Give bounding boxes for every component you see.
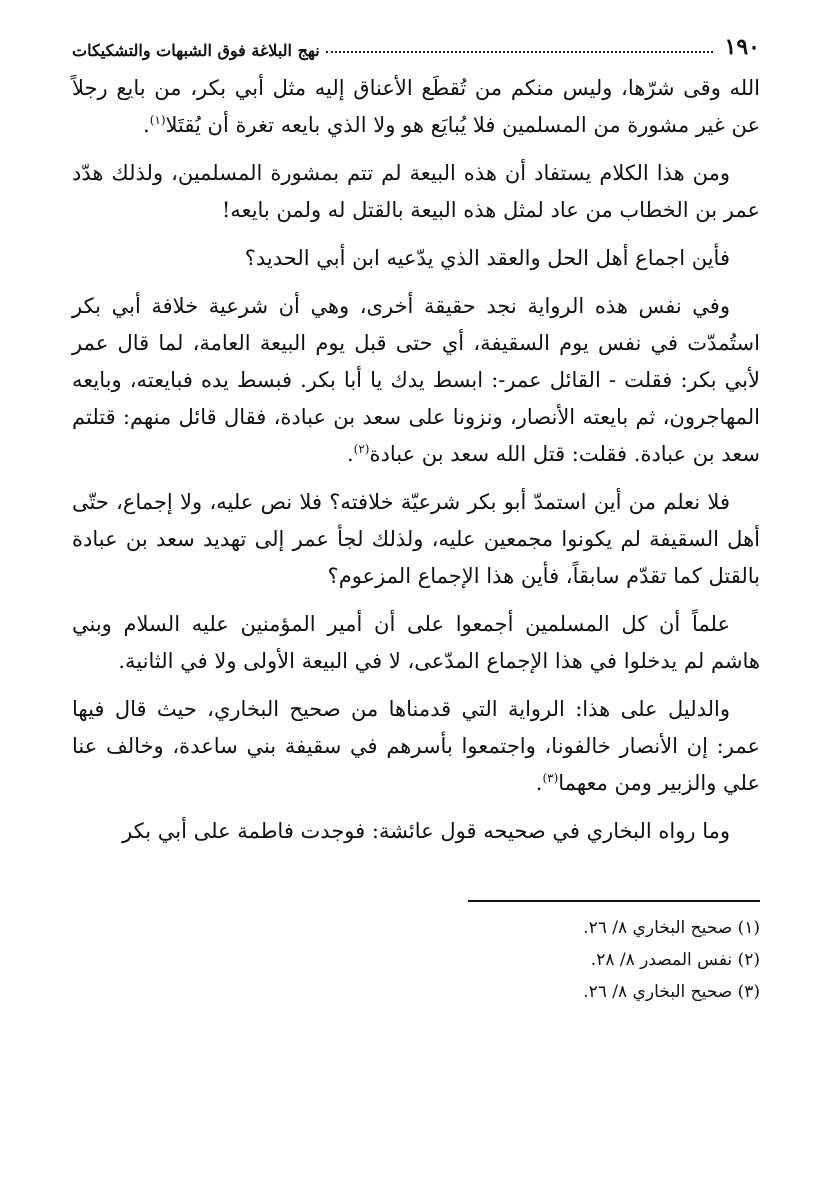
paragraph-text: وفي نفس هذه الرواية نجد حقيقة أخرى، وهي أن شرعية خلافة أبي بكر استُمدّت في نفس يوم السقيفة، أي حتى قبل يوم البيعة العامة، لما قال عمر لأبي بكر: فقلت - القائل عمر-: ابسط يدك يا أبا بكر. فبسط يده فبايعته، وبايعه المهاجرون، ثم بايعته الأنصار، ونزونا على سعد بن عبادة، فقال قائل منهم: قتلتم سعد بن عبادة. فقلت: قتل الله سعد بن عبادة	[72, 294, 760, 466]
footnote-ref-1: (١)	[149, 113, 166, 127]
footnote-2: (٢) نفس المصدر ٨/ ٢٨.	[590, 950, 760, 970]
paragraph-7	[72, 691, 760, 802]
page-number: ١٩٠	[724, 34, 760, 60]
paragraph-1	[72, 70, 760, 144]
paragraph-tail: .	[346, 442, 354, 466]
running-head	[72, 28, 760, 60]
paragraph-6	[72, 606, 760, 680]
paragraph-text: فأين اجماع أهل الحل والعقد الذي يدّعيه ابن أبي الحديد؟	[244, 246, 730, 270]
paragraph-8	[72, 813, 760, 850]
paragraph-tail: .	[535, 771, 543, 795]
paragraph-5	[72, 484, 760, 595]
footnote-3: (٣) صحيح البخاري ٨/ ٢٦.	[583, 982, 760, 1002]
footnote-1: (١) صحيح البخاري ٨/ ٢٦.	[583, 918, 760, 938]
book-title: نهج البلاغة فوق الشبهات والتشكيكات	[72, 41, 320, 60]
paragraph-text: فلا نعلم من أين استمدّ أبو بكر شرعيّة خلافته؟ فلا نص عليه، ولا إجماع، حتّى أهل السقيفة لم يكونوا مجمعين عليه، ولذلك لجأ عمر إلى تهديد سعد بن عبادة بالقتل كما تقدّم سابقاً، فأين هذا الإجماع المزعوم؟	[72, 490, 760, 588]
footnote-separator	[468, 900, 760, 902]
paragraph-text: وما رواه البخاري في صحيحه قول عائشة: فوجدت فاطمة على أبي بكر	[122, 819, 730, 843]
paragraph-tail: .	[143, 113, 150, 137]
paragraph-2	[72, 155, 760, 229]
dotted-leader	[326, 50, 713, 53]
footnotes	[72, 912, 760, 1008]
paragraph-3	[72, 240, 760, 277]
paragraph-text: الله وقى شرّها، وليس منكم من تُقطَع الأعناق إليه مثل أبي بكر، من بايع رجلاً عن غير مشورة من المسلمين فلا يُبايَع هو ولا الذي بايعه تغرة أن يُقتَلا	[72, 76, 760, 137]
body-text	[72, 70, 760, 850]
paragraph-text: والدليل على هذا: الرواية التي قدمناها من صحيح البخاري، حيث قال فيها عمر: إن الأنصار خالفونا، واجتمعوا بأسرهم في سقيفة بني ساعدة، وخالف عنا علي والزبير ومن معهما	[72, 697, 760, 795]
paragraph-text: علماً أن كل المسلمين أجمعوا على أن أمير المؤمنين عليه السلام وبني هاشم لم يدخلوا في هذا الإجماع المدّعى، لا في البيعة الأولى ولا في الثانية.	[72, 612, 760, 673]
footnote-ref-2: (٢)	[353, 442, 370, 456]
paragraph-4	[72, 288, 760, 473]
paragraph-text: ومن هذا الكلام يستفاد أن هذه البيعة لم تتم بمشورة المسلمين، ولذلك هدّد عمر بن الخطاب من عاد لمثل هذه البيعة بالقتل له ولمن بايعه!	[72, 161, 760, 222]
page	[72, 28, 760, 1008]
footnote-ref-3: (٣)	[542, 771, 559, 785]
